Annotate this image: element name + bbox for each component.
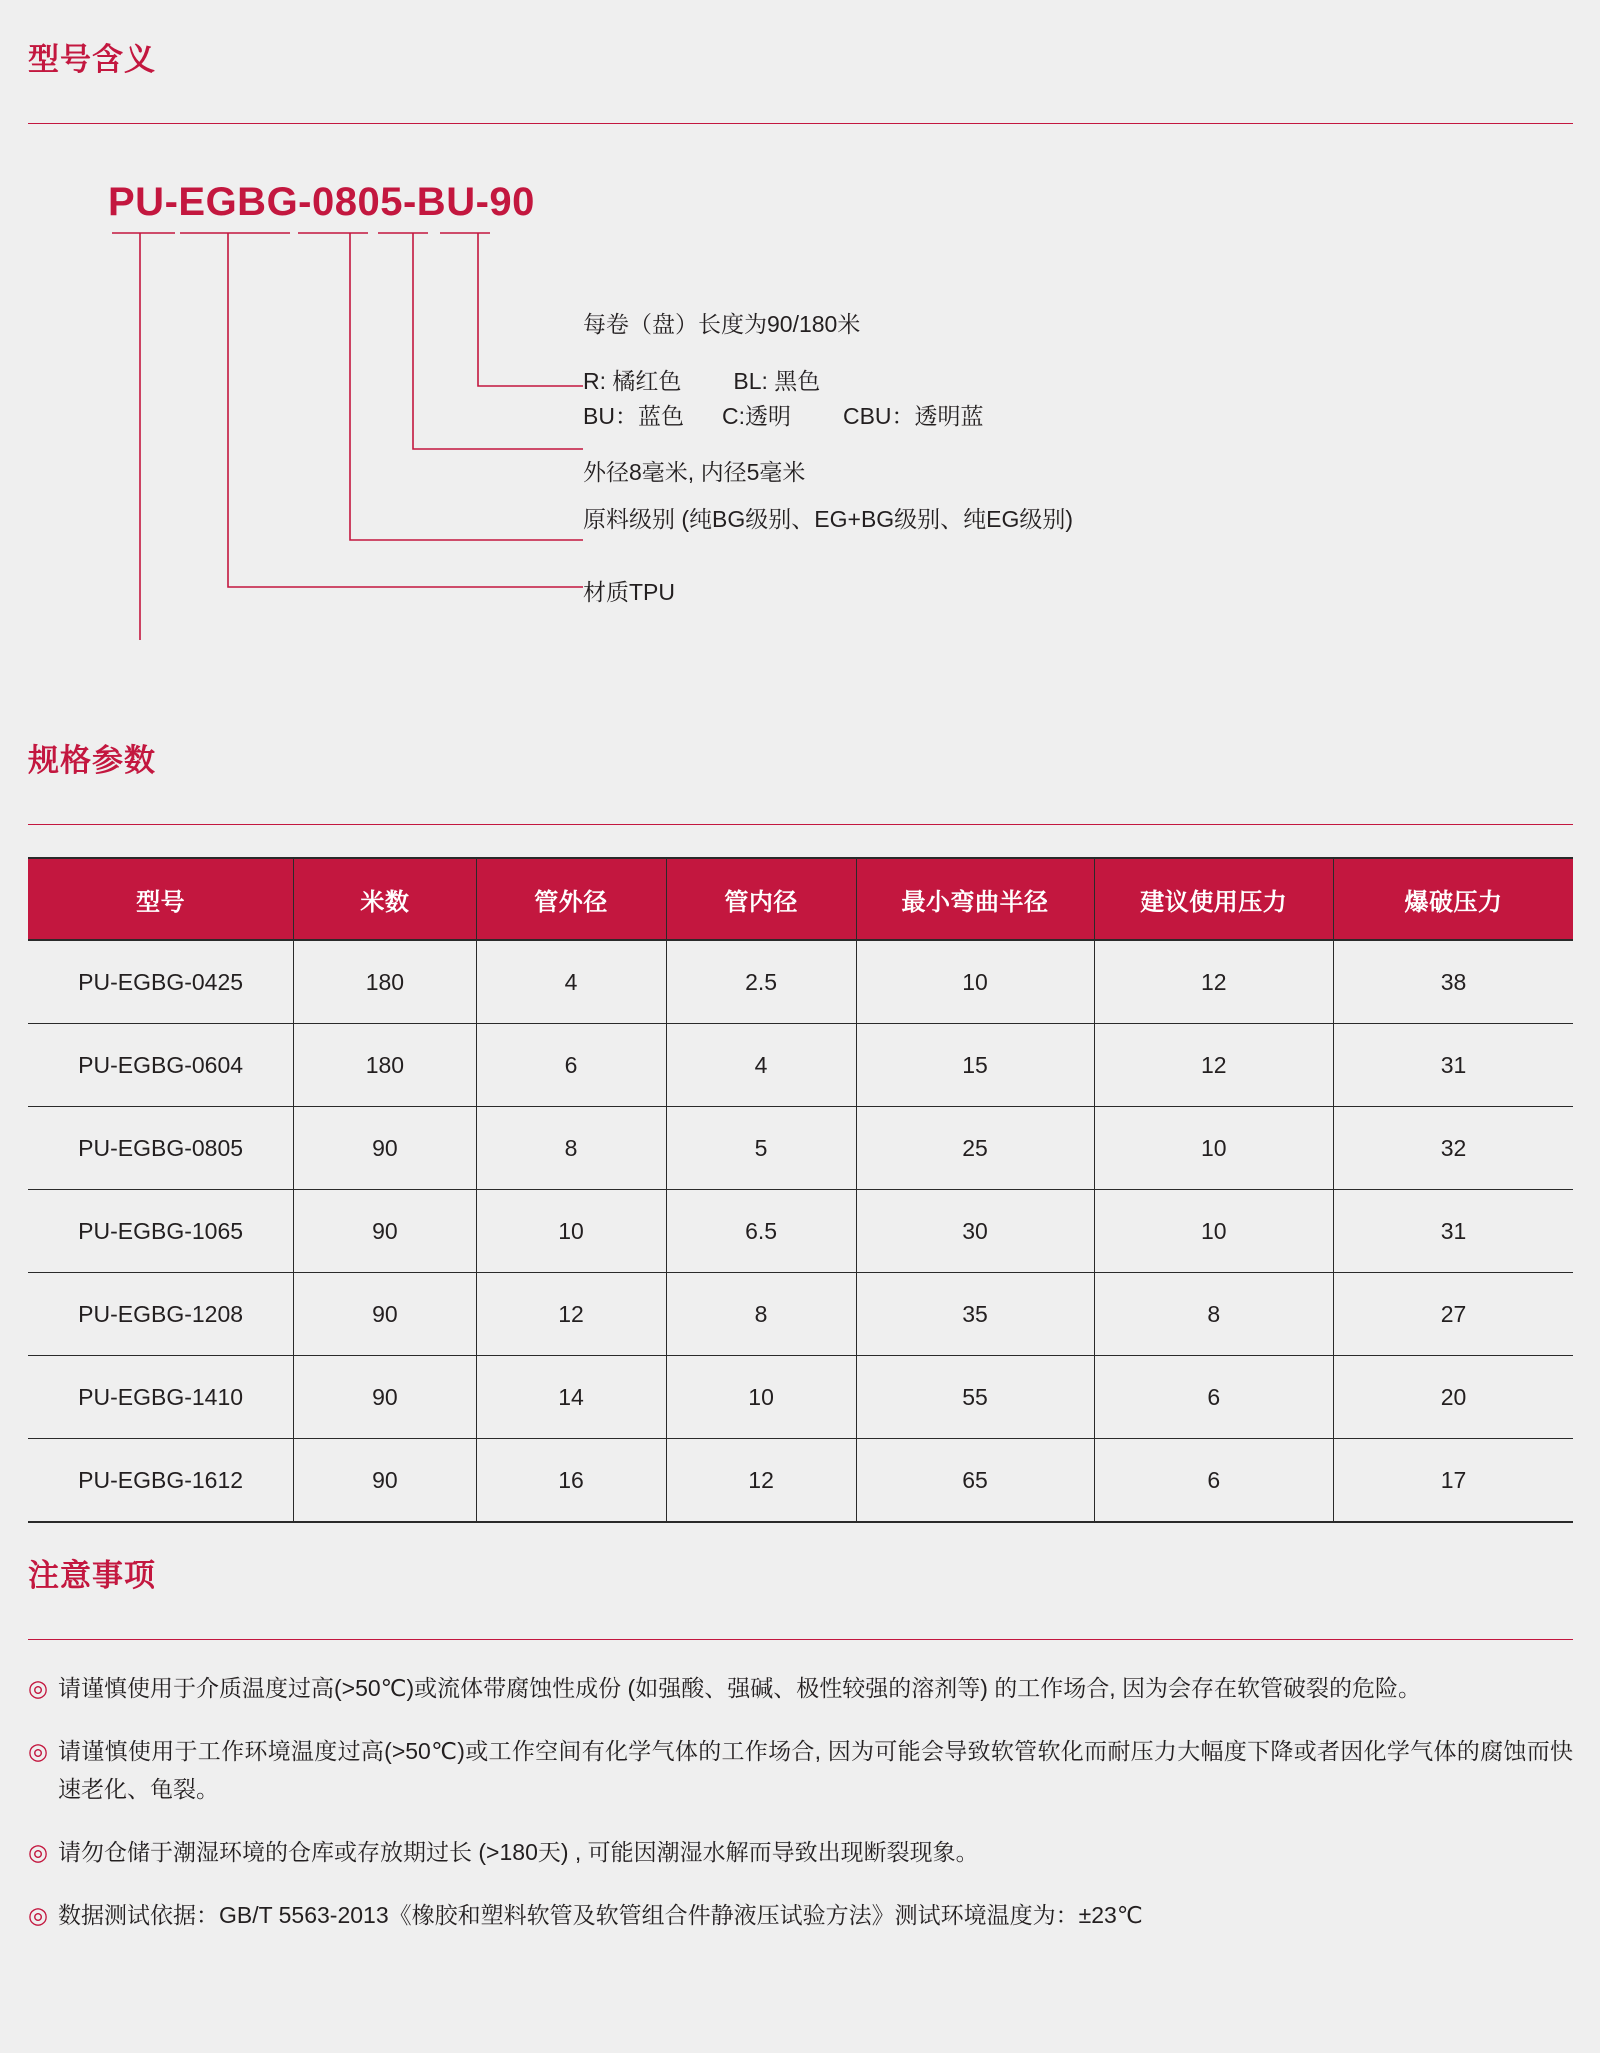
table-cell: 90	[294, 1356, 476, 1439]
table-cell: 32	[1333, 1107, 1573, 1190]
table-cell: 55	[856, 1356, 1094, 1439]
table-cell: 180	[294, 940, 476, 1024]
table-cell: 5	[666, 1107, 856, 1190]
table-column-header: 型号	[28, 858, 294, 940]
table-cell: 17	[1333, 1439, 1573, 1523]
table-cell: 12	[1094, 940, 1333, 1024]
table-cell: 12	[476, 1273, 666, 1356]
notice-text: 请谨慎使用于工作环境温度过高(>50℃)或工作空间有化学气体的工作场合, 因为可能会导致软管软化而耐压力大幅度下降或者因化学气体的腐蚀而快速老化、龟裂。	[58, 1738, 1573, 1802]
table-cell: 6	[1094, 1439, 1333, 1523]
table-cell: 15	[856, 1024, 1094, 1107]
table-cell: 31	[1333, 1190, 1573, 1273]
table-cell: 10	[856, 940, 1094, 1024]
table-header-row	[28, 858, 1573, 940]
notice-text: 请谨慎使用于介质温度过高(>50℃)或流体带腐蚀性成份 (如强酸、强碱、极性较强的溶剂等) 的工作场合, 因为会存在软管破裂的危险。	[58, 1675, 1422, 1701]
legend-length: 每卷（盘）长度为90/180米	[583, 311, 861, 337]
notice-list	[28, 1670, 1573, 1960]
table-cell: 8	[1094, 1273, 1333, 1356]
table-cell: 38	[1333, 940, 1573, 1024]
table-cell: 20	[1333, 1356, 1573, 1439]
table-cell: 10	[1094, 1107, 1333, 1190]
section-heading-model: 型号含义	[28, 42, 156, 77]
legend-material-grade: 原料级别 (纯BG级别、EG+BG级别、纯EG级别)	[583, 506, 1074, 532]
table-cell: 90	[294, 1273, 476, 1356]
table-column-header: 管内径	[666, 858, 856, 940]
table-cell: 27	[1333, 1273, 1573, 1356]
table-cell: 4	[476, 940, 666, 1024]
specification-table	[28, 857, 1573, 1523]
table-cell-model: PU-EGBG-0425	[28, 940, 294, 1024]
table-cell: 6	[476, 1024, 666, 1107]
section-divider-model	[28, 123, 1573, 124]
table-cell: 65	[856, 1439, 1094, 1523]
table-cell: 16	[476, 1439, 666, 1523]
table-cell: 12	[1094, 1024, 1333, 1107]
notice-item	[28, 1834, 1573, 1871]
legend-color-c: C:透明	[721, 402, 791, 429]
table-cell-model: PU-EGBG-1065	[28, 1190, 294, 1273]
table-row	[28, 1107, 1573, 1190]
table-cell-model: PU-EGBG-1208	[28, 1273, 294, 1356]
table-column-header: 爆破压力	[1333, 858, 1573, 940]
table-cell: 180	[294, 1024, 476, 1107]
table-cell: 4	[666, 1024, 856, 1107]
table-cell: 10	[1094, 1190, 1333, 1273]
section-heading-notice: 注意事项	[28, 1558, 156, 1593]
table-cell: 30	[856, 1190, 1094, 1273]
legend-diameter: 外径8毫米, 内径5毫米	[583, 459, 806, 485]
table-row	[28, 1024, 1573, 1107]
table-cell: 8	[476, 1107, 666, 1190]
table-cell: 90	[294, 1190, 476, 1273]
table-cell: 10	[476, 1190, 666, 1273]
table-cell: 2.5	[666, 940, 856, 1024]
table-column-header: 管外径	[476, 858, 666, 940]
table-cell: 12	[666, 1439, 856, 1523]
notice-item	[28, 1670, 1573, 1707]
legend-color-r: R: 橘红色	[583, 368, 682, 394]
notice-text: 请勿仓储于潮湿环境的仓库或存放期过长 (>180天) , 可能因潮湿水解而导致出现断裂现象。	[58, 1838, 979, 1865]
table-cell: 90	[294, 1439, 476, 1523]
table-row	[28, 1356, 1573, 1439]
table-column-header: 建议使用压力	[1094, 858, 1333, 940]
model-code-text: PU-EGBG-0805-BU-90	[108, 180, 535, 224]
table-row	[28, 940, 1573, 1024]
bullet-circle-icon: ◎	[28, 1902, 49, 1928]
legend-colors	[583, 364, 984, 433]
bullet-circle-icon: ◎	[28, 1738, 49, 1765]
notice-item	[28, 1897, 1573, 1934]
legend-color-bu: BU：蓝色	[583, 402, 684, 429]
section-divider-notice	[28, 1639, 1573, 1640]
bullet-circle-icon: ◎	[28, 1675, 49, 1701]
table-cell-model: PU-EGBG-0805	[28, 1107, 294, 1190]
table-cell-model: PU-EGBG-0604	[28, 1024, 294, 1107]
table-row	[28, 1190, 1573, 1273]
table-cell: 90	[294, 1107, 476, 1190]
table-cell: 6	[1094, 1356, 1333, 1439]
table-cell: 25	[856, 1107, 1094, 1190]
table-cell: 31	[1333, 1024, 1573, 1107]
legend-color-bl: BL: 黑色	[733, 368, 821, 394]
notice-item	[28, 1733, 1573, 1808]
table-cell: 10	[666, 1356, 856, 1439]
model-breakdown-diagram	[0, 140, 1600, 640]
table-cell-model: PU-EGBG-1410	[28, 1356, 294, 1439]
section-heading-spec: 规格参数	[28, 743, 156, 778]
table-cell-model: PU-EGBG-1612	[28, 1439, 294, 1523]
legend-color-cbu: CBU：透明蓝	[842, 402, 984, 429]
table-cell: 14	[476, 1356, 666, 1439]
table-cell: 6.5	[666, 1190, 856, 1273]
notice-text: 数据测试依据：GB/T 5563-2013《橡胶和塑料软管及软管组合件静液压试验方法》测试环境温度为：±23℃	[58, 1902, 1143, 1928]
table-row	[28, 1439, 1573, 1523]
legend-material: 材质TPU	[583, 579, 675, 605]
bullet-circle-icon: ◎	[28, 1838, 49, 1865]
table-row	[28, 1273, 1573, 1356]
table-body	[28, 940, 1573, 1522]
table-column-header: 最小弯曲半径	[856, 858, 1094, 940]
table-cell: 8	[666, 1273, 856, 1356]
table-column-header: 米数	[294, 858, 476, 940]
section-divider-spec	[28, 824, 1573, 825]
table-cell: 35	[856, 1273, 1094, 1356]
